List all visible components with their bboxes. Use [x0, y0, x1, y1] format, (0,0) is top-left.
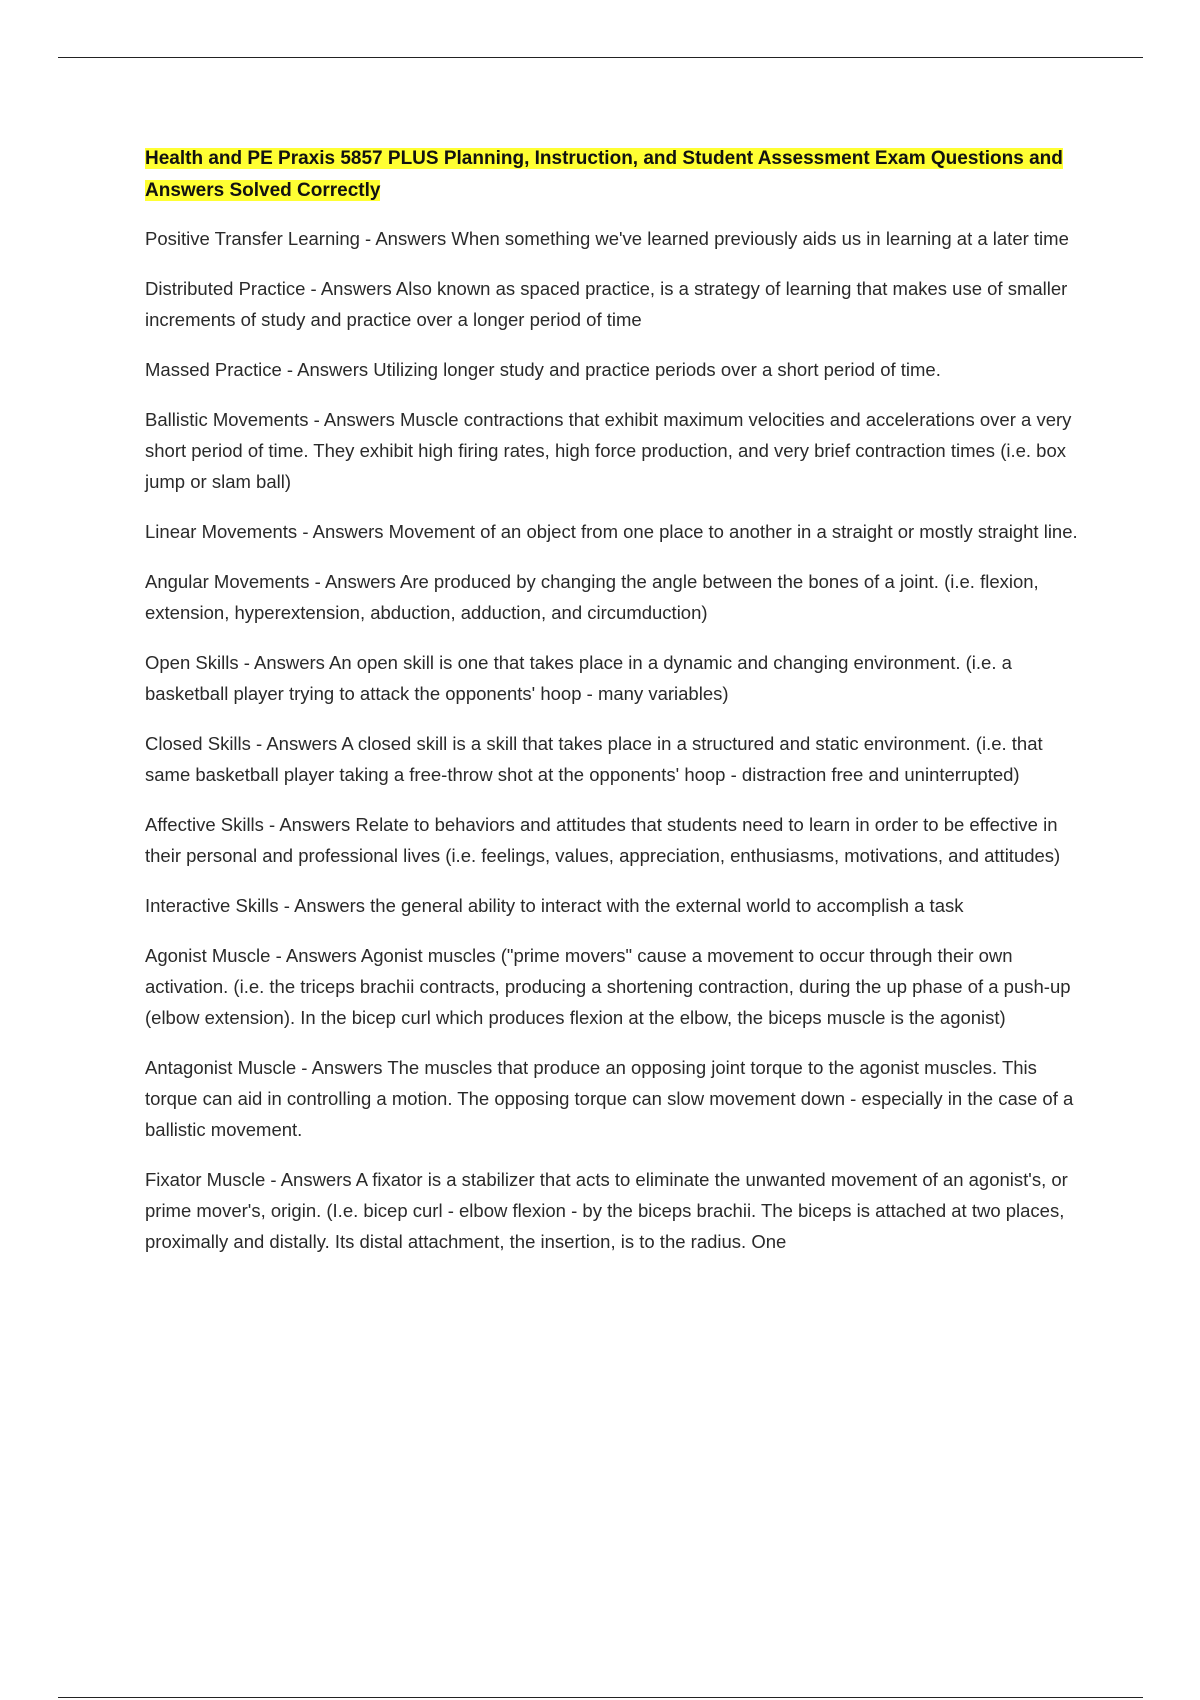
- qa-entry-antagonist-muscle: Antagonist Muscle - Answers The muscles that produce an opposing joint torque to the agonist muscles. This torque can aid in controlling a motion. The opposing torque can slow movement down - especially in the case of a ballistic movement.: [145, 1057, 1074, 1140]
- qa-entry-positive-transfer-learning: Positive Transfer Learning - Answers When something we've learned previously aids us in learning at a later time: [145, 228, 1069, 249]
- header-rule: [58, 57, 1143, 58]
- document-title: [145, 143, 1090, 207]
- qa-entry-agonist-muscle: Agonist Muscle - Answers Agonist muscles ("prime movers" cause a movement to occur through their own activation. (i.e. the triceps brachii contracts, producing a shortening contraction, during the up phase of a push-up (elbow extension). In the bicep curl which produces flexion at the elbow, the biceps muscle is the agonist): [145, 945, 1071, 1028]
- qa-entry-open-skills: Open Skills - Answers An open skill is one that takes place in a dynamic and changing environment. (i.e. a basketball player trying to attack the opponents' hoop - many variables): [145, 652, 1012, 704]
- qa-entry-angular-movements: Angular Movements - Answers Are produced by changing the angle between the bones of a joint. (i.e. flexion, extension, hyperextension, abduction, adduction, and circumduction): [145, 571, 1039, 623]
- qa-list: [145, 223, 1090, 1257]
- qa-entry-closed-skills: Closed Skills - Answers A closed skill is a skill that takes place in a structured and static environment. (i.e. that same basketball player taking a free-throw shot at the opponents' hoop - distraction free and uninterrupted): [145, 733, 1043, 785]
- qa-entry-ballistic-movements: Ballistic Movements - Answers Muscle contractions that exhibit maximum velocities and accelerations over a very short period of time. They exhibit high firing rates, high force production, and very brief contraction times (i.e. box jump or slam ball): [145, 409, 1072, 492]
- qa-entry-affective-skills: Affective Skills - Answers Relate to behaviors and attitudes that students need to learn in order to be effective in their personal and professional lives (i.e. feelings, values, appreciation, enthusiasms, motivations, and attitudes): [145, 814, 1061, 866]
- qa-entry-fixator-muscle: Fixator Muscle - Answers A fixator is a stabilizer that acts to eliminate the unwanted movement of an agonist's, or prime mover's, origin. (I.e. bicep curl - elbow flexion - by the biceps brachii. The biceps is attached at two places, proximally and distally. Its distal attachment, the insertion, is to the radius. One: [145, 1169, 1068, 1252]
- qa-entry-interactive-skills: Interactive Skills - Answers the general ability to interact with the external world to accomplish a task: [145, 895, 964, 916]
- footer-rule: [58, 1697, 1143, 1698]
- qa-entry-distributed-practice: Distributed Practice - Answers Also known as spaced practice, is a strategy of learning that makes use of smaller increments of study and practice over a longer period of time: [145, 278, 1068, 330]
- document-title-highlight: Health and PE Praxis 5857 PLUS Planning, Instruction, and Student Assessment Exam Questions and Answers Solved Correctly: [145, 148, 1063, 201]
- qa-entry-linear-movements: Linear Movements - Answers Movement of an object from one place to another in a straight or mostly straight line.: [145, 521, 1078, 542]
- document-body: [145, 143, 1090, 1276]
- qa-entry-massed-practice: Massed Practice - Answers Utilizing longer study and practice periods over a short period of time.: [145, 359, 941, 380]
